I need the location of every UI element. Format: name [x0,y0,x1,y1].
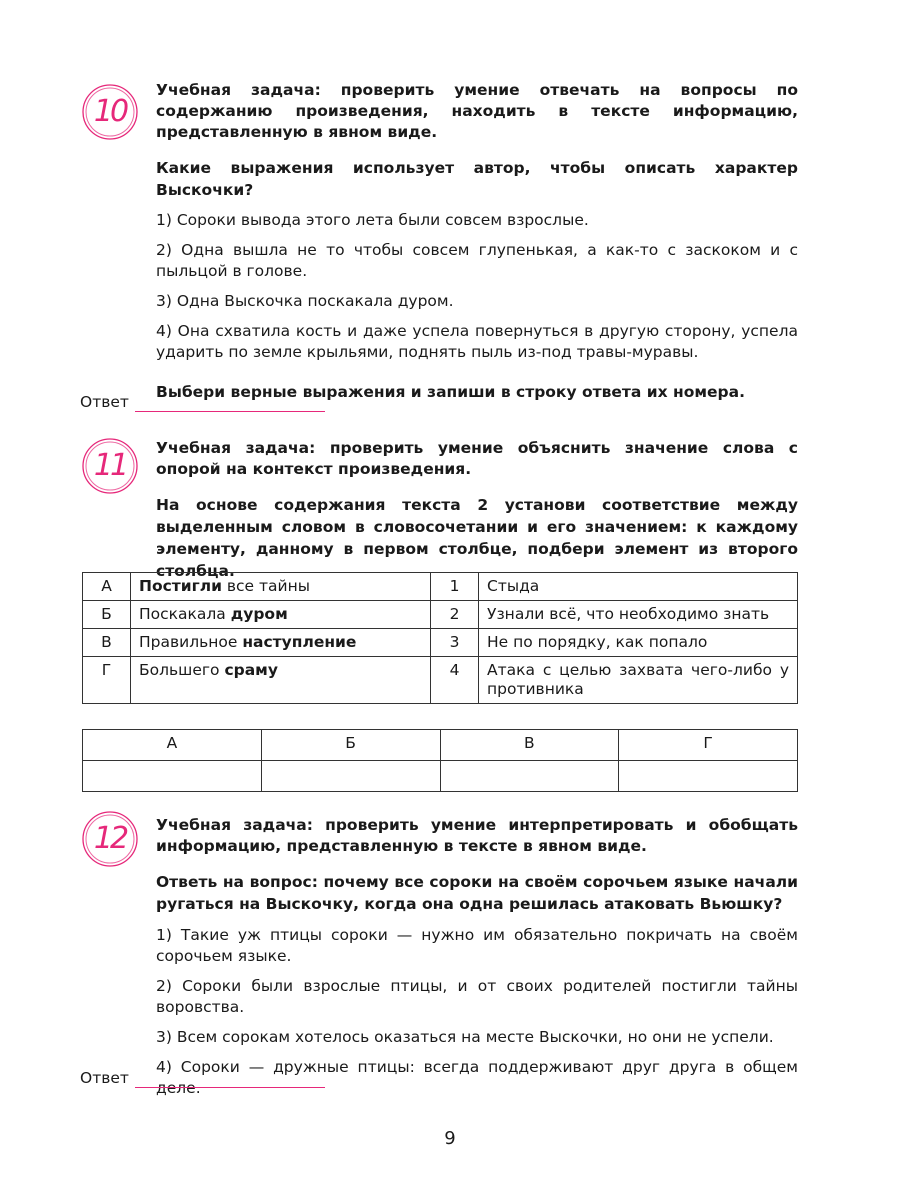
task-question: Ответь на вопрос: почему все сороки на своём сорочьем языке начали ругаться на Выскочку, когда она одна решилась атаковать Вьюшку? [156,873,798,913]
answer-line[interactable] [135,1069,325,1088]
answer-header-b: Б [261,730,440,761]
row-letter: Б [83,601,131,629]
answer-field-12[interactable] [80,1068,325,1088]
matching-row [83,657,798,704]
phrase-rest: Большего [139,661,225,679]
task-number: 12 [93,821,127,856]
answer-header-g: Г [619,730,798,761]
row-phrase [131,601,431,629]
option-4: 4) Она схватила кость и даже успела повернуться в другую сторону, успела ударить по земле крыльями, поднять пыль из-под травы-муравы. [156,322,798,361]
row-meaning: Узнали всё, что необходимо знать [479,601,798,629]
answer-grid [82,729,798,792]
phrase-rest: Поскакала [139,605,231,623]
task-question: Какие выражения использует автор, чтобы описать характер Выскочки? [156,159,798,199]
answer-field-10[interactable] [80,392,325,412]
matching-row [83,573,798,601]
task-number-badge [80,809,140,869]
phrase-keyword: сраму [224,661,278,679]
row-number: 4 [431,657,479,704]
row-meaning: Стыда [479,573,798,601]
option-3: 3) Всем сорокам хотелось оказаться на месте Выскочки, но они не успели. [156,1028,774,1046]
task-question: На основе содержания текста 2 установи соответствие между выделенным словом в словосочетании и его значением: к каждому элементу, данному в первом столбце, подбери элемент из второго столбца. [156,496,798,580]
option-3: 3) Одна Выскочка поскакала дуром. [156,292,454,310]
matching-table [82,572,798,704]
row-phrase [131,629,431,657]
row-phrase [131,573,431,601]
task-11 [80,438,798,582]
task-instruction: Выбери верные выражения и запиши в строку ответа их номера. [156,383,745,401]
phrase-rest: все тайны [221,577,310,595]
task-goal: Учебная задача: проверить умение интерпретировать и обобщать информацию, представленную в тексте в явном виде. [156,816,798,855]
answer-label: Ответ [80,393,129,411]
task-goal: Учебная задача: проверить умение отвечать на вопросы по содержанию произведения, находить в тексте информацию, представленную в явном виде. [156,81,798,141]
row-number: 2 [431,601,479,629]
page-number: 9 [444,1128,456,1149]
row-letter: А [83,573,131,601]
answer-cell-v[interactable] [440,761,619,792]
answer-header-v: В [440,730,619,761]
answer-cell-a[interactable] [83,761,262,792]
task-10 [80,80,798,403]
row-number: 3 [431,629,479,657]
phrase-keyword: дуром [230,605,288,623]
answer-label: Ответ [80,1069,129,1087]
row-meaning: Не по порядку, как попало [479,629,798,657]
task-number-badge [80,82,140,142]
matching-row [83,629,798,657]
task-goal: Учебная задача: проверить умение объяснить значение слова с опорой на контекст произведения. [156,439,798,478]
answer-line[interactable] [135,393,325,412]
option-1: 1) Такие уж птицы сороки — нужно им обязательно покричать на своём сорочьем языке. [156,926,798,965]
task-12 [80,815,798,1099]
option-2: 2) Одна вышла не то чтобы совсем глупенькая, а как-то с заскоком и с пыльцой в голове. [156,241,798,280]
answer-cell-b[interactable] [261,761,440,792]
phrase-keyword: наступление [242,633,357,651]
row-meaning: Атака с целью захвата чего-либо у противника [479,657,798,704]
row-letter: Г [83,657,131,704]
row-number: 1 [431,573,479,601]
option-2: 2) Сороки были взрослые птицы, и от своих родителей постигли тайны воровства. [156,977,798,1016]
option-4: 4) Сороки — дружные птицы: всегда поддерживают друг друга в общем деле. [156,1058,798,1097]
row-letter: В [83,629,131,657]
option-1: 1) Сороки вывода этого лета были совсем взрослые. [156,211,589,229]
phrase-rest: Правильное [139,633,243,651]
task-number: 10 [93,94,127,129]
answer-header-a: А [83,730,262,761]
answer-cell-g[interactable] [619,761,798,792]
task-number: 11 [93,448,127,483]
phrase-keyword: Постигли [139,577,222,595]
row-phrase [131,657,431,704]
matching-row [83,601,798,629]
task-number-badge [80,436,140,496]
